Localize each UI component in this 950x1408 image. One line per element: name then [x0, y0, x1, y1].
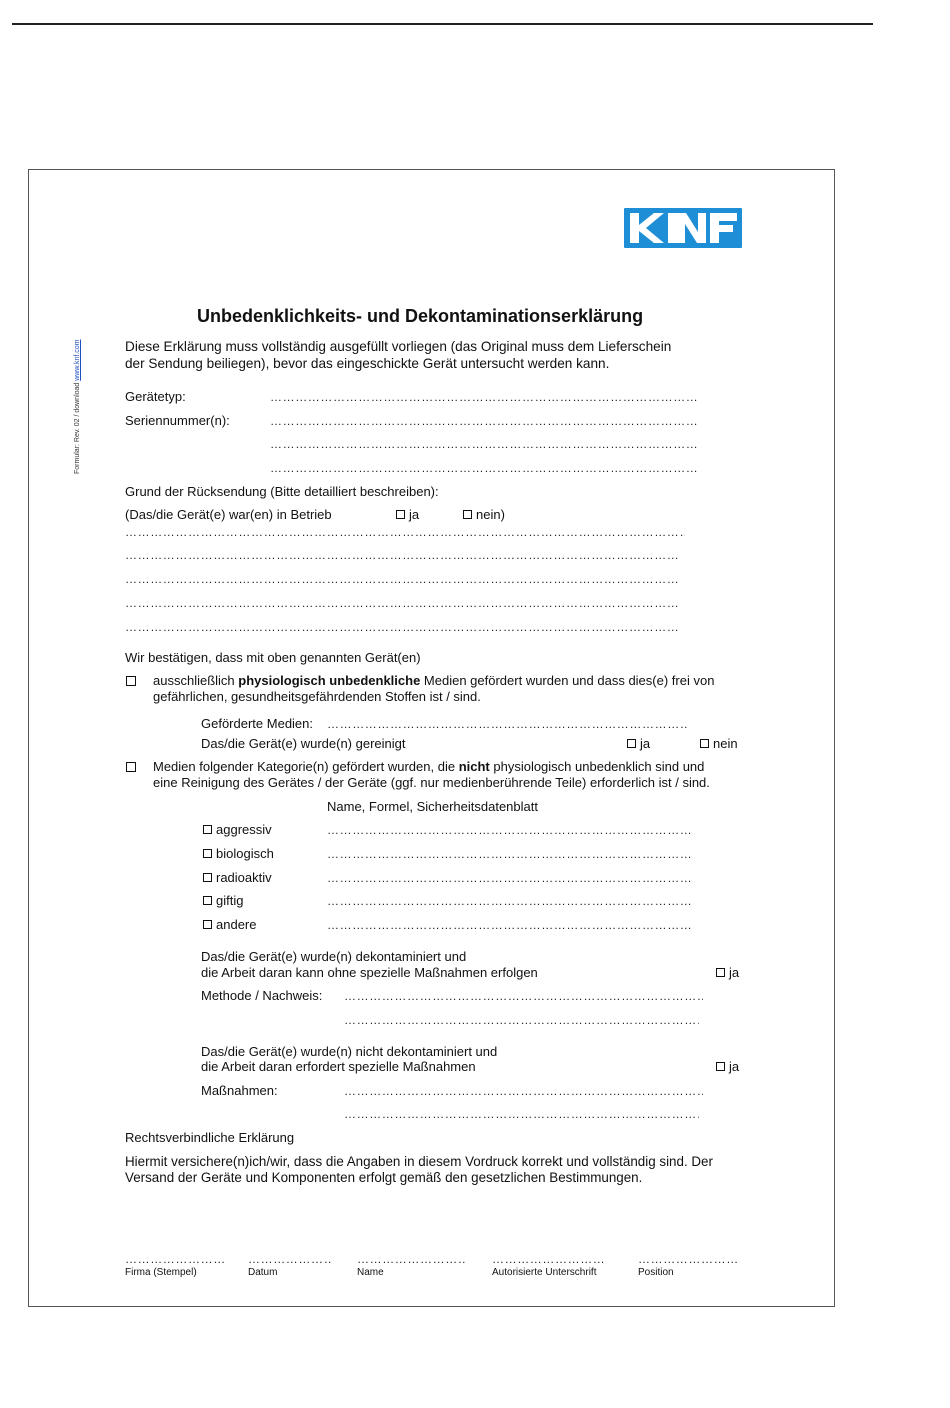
category-radioaktiv[interactable]: [203, 870, 272, 886]
checkbox-icon[interactable]: [716, 1062, 725, 1071]
signature-label-unterschrift: Autorisierte Unterschrift: [492, 1267, 597, 1278]
signature-line-unterschrift[interactable]: [492, 1252, 607, 1266]
signature-label-position: Position: [638, 1267, 674, 1278]
category-label: biologisch: [216, 846, 274, 861]
reason-field-1[interactable]: [125, 525, 685, 539]
confirm-text: Wir bestätigen, dass mit oben genannten Gerät(en): [125, 650, 421, 665]
option-1-checkbox[interactable]: [126, 676, 136, 686]
nodecon-yes-label: ja: [729, 1059, 740, 1074]
reason-field-4[interactable]: [125, 596, 681, 610]
category-giftig[interactable]: [203, 893, 243, 909]
in-operation-no[interactable]: [463, 507, 505, 523]
checkbox-icon[interactable]: [203, 920, 212, 929]
serial-field-1[interactable]: [270, 414, 698, 428]
reason-field-5[interactable]: [125, 620, 681, 634]
signature-line-position[interactable]: [638, 1252, 738, 1266]
decon-line-2: die Arbeit daran kann ohne spezielle Maßnahmen erfolgen: [201, 965, 538, 980]
knf-logo: [624, 208, 742, 248]
device-type-label: Gerätetyp:: [125, 389, 186, 404]
checkbox-icon[interactable]: [203, 896, 212, 905]
signature-line-name[interactable]: [357, 1252, 467, 1266]
legal-line-1: Hiermit versichere(n)ich/wir, dass die Angaben in diesem Vordruck korrekt und vollständig sind. Der: [125, 1154, 713, 1169]
signature-label-name: Name: [357, 1267, 384, 1278]
media-label: Geförderte Medien:: [201, 716, 314, 731]
option-2-line-2: eine Reinigung des Gerätes / der Geräte (ggf. nur medienberührende Teile) erforderlich ist / sind.: [153, 775, 710, 790]
side-note-text: Formular: Rev. 02 / download: [74, 382, 81, 474]
in-operation-no-label: nein): [476, 507, 505, 522]
category-biologisch[interactable]: [203, 846, 274, 862]
nodecon-line-2: die Arbeit daran erfordert spezielle Maßnahmen: [201, 1059, 476, 1074]
checkbox-icon[interactable]: [203, 873, 212, 882]
checkbox-icon[interactable]: [700, 739, 709, 748]
category-label: aggressiv: [216, 822, 272, 837]
checkbox-icon[interactable]: [203, 849, 212, 858]
option-1-line-2: gefährlichen, gesundheitsgefährdenden Stoffen ist / sind.: [153, 689, 481, 704]
side-note: [73, 340, 82, 475]
option-2-checkbox[interactable]: [126, 762, 136, 772]
checkbox-icon[interactable]: [463, 510, 472, 519]
side-note-link[interactable]: www.knf.com: [74, 339, 81, 381]
signature-line-firma[interactable]: [125, 1252, 225, 1266]
signature-label-firma: Firma (Stempel): [125, 1267, 197, 1278]
legal-line-2: Versand der Geräte und Komponenten erfolgt gemäß den gesetzlichen Bestimmungen.: [125, 1170, 643, 1185]
reason-field-2[interactable]: [125, 548, 681, 562]
category-label: andere: [216, 917, 257, 932]
in-operation-yes-label: ja: [409, 507, 420, 522]
cleaned-yes-label: ja: [640, 736, 651, 751]
cleaned-no-label: nein: [713, 736, 738, 751]
checkbox-icon[interactable]: [396, 510, 405, 519]
category-field[interactable]: [327, 823, 693, 837]
measures-field-2[interactable]: [344, 1107, 699, 1121]
serial-label: Seriennummer(n):: [125, 413, 230, 428]
signature-line-datum[interactable]: [248, 1252, 331, 1266]
in-operation-label: (Das/die Gerät(e) war(en) in Betrieb: [125, 507, 332, 522]
reason-field-3[interactable]: [125, 572, 681, 586]
serial-field-2[interactable]: [270, 437, 698, 451]
checkbox-icon[interactable]: [203, 825, 212, 834]
in-operation-yes[interactable]: [396, 507, 419, 523]
option-2-line-1: Medien folgender Kategorie(n) gefördert wurden, die nicht physiologisch unbedenklich sind und: [153, 759, 705, 774]
reason-label: Grund der Rücksendung (Bitte detailliert beschreiben):: [125, 484, 439, 499]
intro-line-2: der Sendung beiliegen), bevor das eingeschickte Gerät untersucht werden kann.: [125, 356, 610, 371]
decon-yes[interactable]: [716, 965, 739, 981]
category-field[interactable]: [327, 894, 693, 908]
category-aggressiv[interactable]: [203, 822, 272, 838]
measures-field-1[interactable]: [344, 1084, 703, 1098]
checkbox-icon[interactable]: [716, 968, 725, 977]
device-type-field[interactable]: [270, 390, 698, 404]
intro-line-1: Diese Erklärung muss vollständig ausgefüllt vorliegen (das Original muss dem Lieferschein: [125, 339, 672, 354]
measures-label: Maßnahmen:: [201, 1083, 278, 1098]
nodecon-yes[interactable]: [716, 1059, 739, 1075]
decon-line-1: Das/die Gerät(e) wurde(n) dekontaminiert und: [201, 949, 467, 964]
category-andere[interactable]: [203, 917, 256, 933]
category-label: giftig: [216, 893, 244, 908]
nodecon-line-1: Das/die Gerät(e) wurde(n) nicht dekontaminiert und: [201, 1044, 498, 1059]
cleaned-no[interactable]: [700, 736, 738, 752]
category-label: radioaktiv: [216, 870, 272, 885]
method-field-2[interactable]: [344, 1013, 699, 1027]
category-field[interactable]: [327, 871, 693, 885]
method-label: Methode / Nachweis:: [201, 988, 323, 1003]
media-field[interactable]: [327, 717, 689, 731]
category-header: Name, Formel, Sicherheitsdatenblatt: [327, 799, 538, 814]
serial-field-3[interactable]: [270, 461, 698, 475]
category-field[interactable]: [327, 847, 693, 861]
top-rule: [12, 23, 873, 25]
form-title: Unbedenklichkeits- und Dekontaminationserklärung: [197, 306, 644, 326]
legal-heading: Rechtsverbindliche Erklärung: [125, 1130, 295, 1145]
signature-label-datum: Datum: [248, 1267, 278, 1278]
method-field-1[interactable]: [344, 989, 703, 1003]
decon-yes-label: ja: [729, 965, 740, 980]
category-field[interactable]: [327, 918, 693, 932]
option-1-line-1: ausschließlich physiologisch unbedenkliche Medien gefördert wurden und dass dies(e) frei von: [153, 673, 715, 688]
cleaned-label: Das/die Gerät(e) wurde(n) gereinigt: [201, 736, 406, 751]
checkbox-icon[interactable]: [627, 739, 636, 748]
cleaned-yes[interactable]: [627, 736, 650, 752]
